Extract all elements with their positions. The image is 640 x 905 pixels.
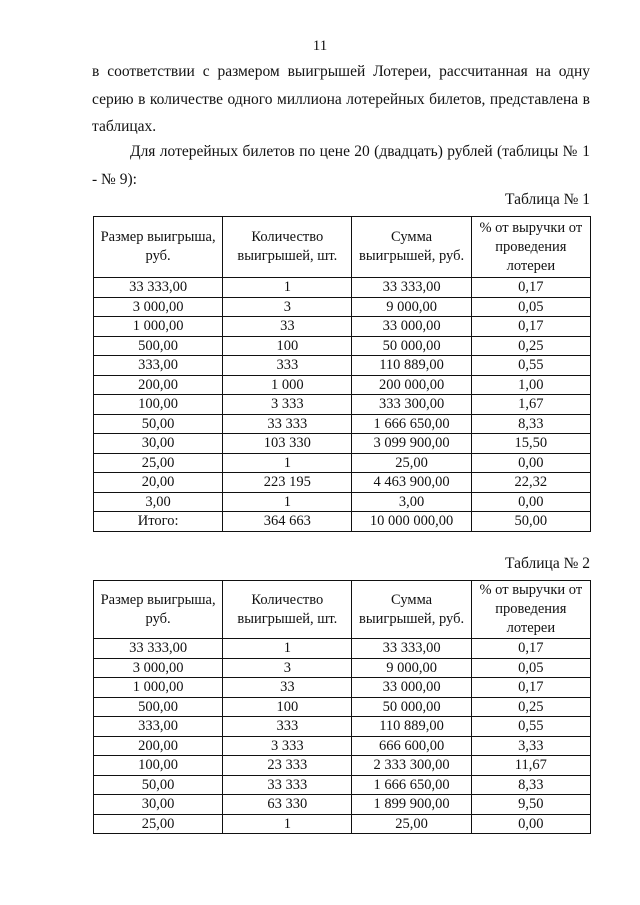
table-cell: 30,00 <box>94 434 223 454</box>
table-cell: 1 666 650,00 <box>352 414 471 434</box>
header-revenue-percent: % от выручки от проведения лотереи <box>471 217 590 278</box>
table-cell: 3 000,00 <box>94 658 223 678</box>
table-cell: 3 333 <box>223 395 352 415</box>
table-cell: 3 <box>223 658 352 678</box>
table-header-row <box>94 217 591 278</box>
table-cell: 0,55 <box>471 717 590 737</box>
table-cell: 33 <box>223 678 352 698</box>
page-number: 11 <box>312 38 328 54</box>
header-prize-size: Размер выигрыша, руб. <box>94 581 223 639</box>
table-cell: 1 899 900,00 <box>352 795 471 815</box>
table-cell: 33 333,00 <box>352 278 471 298</box>
table-cell: 50,00 <box>471 512 590 532</box>
table-row <box>94 512 591 532</box>
table-cell: 25,00 <box>94 453 223 473</box>
table-cell: 4 463 900,00 <box>352 473 471 493</box>
table-cell: 9 000,00 <box>352 658 471 678</box>
table-cell: 15,50 <box>471 434 590 454</box>
table-cell: 364 663 <box>223 512 352 532</box>
table-row <box>94 697 591 717</box>
table-cell: 50,00 <box>94 414 223 434</box>
table-cell: 33 000,00 <box>352 678 471 698</box>
table-cell: 333 <box>223 356 352 376</box>
table-cell: 100,00 <box>94 756 223 776</box>
table-cell: 1 666 650,00 <box>352 775 471 795</box>
table-cell: 33 <box>223 317 352 337</box>
table-cell: 100,00 <box>94 395 223 415</box>
table-cell: 3,00 <box>94 492 223 512</box>
table-cell: 2 333 300,00 <box>352 756 471 776</box>
table-cell: 8,33 <box>471 775 590 795</box>
table-cell: 25,00 <box>94 814 223 834</box>
table-row <box>94 795 591 815</box>
table-cell: 33 333,00 <box>94 278 223 298</box>
header-prize-count: Количество выигрышей, шт. <box>223 217 352 278</box>
table-cell: 1,67 <box>471 395 590 415</box>
table-cell: 333 <box>223 717 352 737</box>
table-row <box>94 297 591 317</box>
intro-paragraph: в соответствии с размером выигрышей Лотереи, рассчитанная на одну серию в количестве одного миллиона лотерейных билетов, представлена в таблицах. <box>92 63 590 135</box>
table-cell: 1 000,00 <box>94 678 223 698</box>
table-cell: 1 000 <box>223 375 352 395</box>
table2-body <box>94 639 591 834</box>
table-cell: 3,33 <box>471 736 590 756</box>
table-cell: 200,00 <box>94 736 223 756</box>
table-cell: 33 000,00 <box>352 317 471 337</box>
table-cell: 33 333,00 <box>94 639 223 659</box>
table-row <box>94 375 591 395</box>
table-cell: 100 <box>223 697 352 717</box>
table-cell: 0,00 <box>471 814 590 834</box>
table-row <box>94 395 591 415</box>
table1-caption: Таблица № 1 <box>505 191 590 208</box>
table-cell: 500,00 <box>94 336 223 356</box>
table-cell: 0,17 <box>471 678 590 698</box>
table-cell: 3 000,00 <box>94 297 223 317</box>
table-cell: 25,00 <box>352 453 471 473</box>
table-cell: 25,00 <box>352 814 471 834</box>
table-row <box>94 434 591 454</box>
prize-table-2 <box>93 580 591 834</box>
table-cell: 223 195 <box>223 473 352 493</box>
table-cell: 1 <box>223 453 352 473</box>
table-cell: 100 <box>223 336 352 356</box>
table-cell: 110 889,00 <box>352 717 471 737</box>
table-cell: 200 000,00 <box>352 375 471 395</box>
table-row <box>94 414 591 434</box>
table-cell: 0,05 <box>471 658 590 678</box>
table-row <box>94 717 591 737</box>
table-cell: 33 333 <box>223 775 352 795</box>
header-prize-sum: Сумма выигрышей, руб. <box>352 217 471 278</box>
table1-body <box>94 278 591 532</box>
prize-table-1 <box>93 216 591 532</box>
table-cell: Итого: <box>94 512 223 532</box>
table-row <box>94 775 591 795</box>
table-row <box>94 736 591 756</box>
table-cell: 0,17 <box>471 317 590 337</box>
table-cell: 8,33 <box>471 414 590 434</box>
table-cell: 103 330 <box>223 434 352 454</box>
table-cell: 1,00 <box>471 375 590 395</box>
table-cell: 666 600,00 <box>352 736 471 756</box>
table-cell: 0,17 <box>471 278 590 298</box>
table-cell: 110 889,00 <box>352 356 471 376</box>
tables-intro-paragraph: Для лотерейных билетов по цене 20 (двадцать) рублей (таблицы № 1 - № 9): <box>92 143 590 188</box>
table-row <box>94 336 591 356</box>
table-cell: 3 <box>223 297 352 317</box>
table-cell: 200,00 <box>94 375 223 395</box>
table-row <box>94 356 591 376</box>
table-cell: 333,00 <box>94 717 223 737</box>
table-cell: 9 000,00 <box>352 297 471 317</box>
table-row <box>94 678 591 698</box>
table-cell: 1 <box>223 492 352 512</box>
header-prize-sum: Сумма выигрышей, руб. <box>352 581 471 639</box>
table-row <box>94 317 591 337</box>
table-cell: 500,00 <box>94 697 223 717</box>
table-cell: 63 330 <box>223 795 352 815</box>
table-cell: 1 <box>223 814 352 834</box>
table-cell: 1 000,00 <box>94 317 223 337</box>
table-cell: 3 099 900,00 <box>352 434 471 454</box>
table-row <box>94 658 591 678</box>
table-cell: 0,00 <box>471 492 590 512</box>
table-row <box>94 278 591 298</box>
table-cell: 333 300,00 <box>352 395 471 415</box>
table-cell: 33 333 <box>223 414 352 434</box>
table-cell: 3,00 <box>352 492 471 512</box>
table-row <box>94 492 591 512</box>
table-cell: 11,67 <box>471 756 590 776</box>
table-cell: 9,50 <box>471 795 590 815</box>
table-cell: 1 <box>223 278 352 298</box>
table2-caption: Таблица № 2 <box>505 555 590 572</box>
header-prize-count: Количество выигрышей, шт. <box>223 581 352 639</box>
table-cell: 0,17 <box>471 639 590 659</box>
header-prize-size: Размер выигрыша, руб. <box>94 217 223 278</box>
table-cell: 50 000,00 <box>352 697 471 717</box>
table-row <box>94 756 591 776</box>
table-cell: 0,25 <box>471 697 590 717</box>
table-cell: 50,00 <box>94 775 223 795</box>
table-cell: 23 333 <box>223 756 352 776</box>
header-revenue-percent: % от выручки от проведения лотереи <box>471 581 590 639</box>
table-cell: 10 000 000,00 <box>352 512 471 532</box>
table-cell: 20,00 <box>94 473 223 493</box>
table-row <box>94 639 591 659</box>
table-cell: 0,25 <box>471 336 590 356</box>
table-cell: 1 <box>223 639 352 659</box>
table-cell: 3 333 <box>223 736 352 756</box>
table-cell: 22,32 <box>471 473 590 493</box>
table-cell: 30,00 <box>94 795 223 815</box>
table-row <box>94 814 591 834</box>
table-header-row <box>94 581 591 639</box>
table-cell: 50 000,00 <box>352 336 471 356</box>
table-cell: 33 333,00 <box>352 639 471 659</box>
table-row <box>94 473 591 493</box>
table-cell: 333,00 <box>94 356 223 376</box>
table-cell: 0,55 <box>471 356 590 376</box>
table-cell: 0,00 <box>471 453 590 473</box>
table-cell: 0,05 <box>471 297 590 317</box>
table-row <box>94 453 591 473</box>
